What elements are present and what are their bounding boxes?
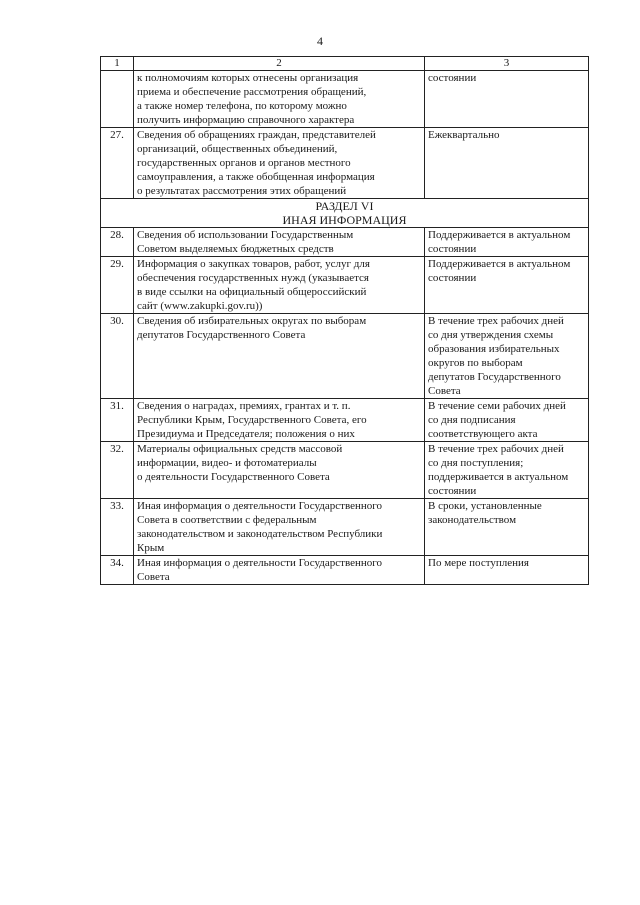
period-line: состоянии bbox=[428, 72, 477, 84]
row-number: 33. bbox=[101, 499, 134, 556]
period-line: В течение трех рабочих дней bbox=[428, 443, 564, 455]
description-line: Информация о закупках товаров, работ, услуг для bbox=[137, 258, 370, 270]
row-period bbox=[425, 128, 589, 199]
period-line: состоянии bbox=[428, 485, 477, 497]
description-line: Сведения о наградах, премиях, грантах и т. п. bbox=[137, 400, 351, 412]
row-description bbox=[134, 228, 425, 257]
description-line: организаций, общественных объединений, bbox=[137, 143, 338, 155]
description-line: а также номер телефона, по которому можно bbox=[137, 100, 347, 112]
description-line: Сведения об избирательных округах по выборам bbox=[137, 315, 367, 327]
row-description bbox=[134, 556, 425, 585]
section-subtitle: ИНАЯ ИНФОРМАЦИЯ bbox=[282, 213, 407, 227]
period-line: округов по выборам bbox=[428, 357, 523, 369]
description-line: Президиума и Председателя; положения о них bbox=[137, 428, 355, 440]
row-description bbox=[134, 314, 425, 399]
period-line: Поддерживается в актуальном bbox=[428, 258, 571, 270]
column-header-row bbox=[101, 57, 589, 71]
column-header-1: 1 bbox=[101, 57, 134, 71]
period-line: В течение трех рабочих дней bbox=[428, 315, 564, 327]
section-heading-row bbox=[101, 199, 589, 228]
description-line: законодательством и законодательством Республики bbox=[137, 528, 383, 540]
description-line: депутатов Государственного Совета bbox=[137, 329, 306, 341]
description-line: Иная информация о деятельности Государственного bbox=[137, 500, 382, 512]
period-line: законодательством bbox=[428, 514, 517, 526]
description-line: о результатах рассмотрения этих обращений bbox=[137, 185, 347, 197]
period-line: состоянии bbox=[428, 243, 477, 255]
row-number: 27. bbox=[101, 128, 134, 199]
description-line: о деятельности Государственного Совета bbox=[137, 471, 330, 483]
period-line: В сроки, установленные bbox=[428, 500, 542, 512]
row-description bbox=[134, 499, 425, 556]
table-row bbox=[101, 128, 589, 199]
row-number: 34. bbox=[101, 556, 134, 585]
description-line: Совета в соответствии с федеральным bbox=[137, 514, 317, 526]
period-line: Совета bbox=[428, 385, 461, 397]
description-line: получить информацию справочного характера bbox=[137, 114, 355, 126]
row-period bbox=[425, 257, 589, 314]
row-number: 28. bbox=[101, 228, 134, 257]
period-line: Поддерживается в актуальном bbox=[428, 229, 571, 241]
row-number: 31. bbox=[101, 399, 134, 442]
row-number bbox=[101, 71, 134, 128]
description-line: приема и обеспечение рассмотрения обращений, bbox=[137, 86, 367, 98]
period-line: В течение семи рабочих дней bbox=[428, 400, 566, 412]
row-number: 30. bbox=[101, 314, 134, 399]
row-description bbox=[134, 71, 425, 128]
period-line: состоянии bbox=[428, 272, 477, 284]
table-row bbox=[101, 399, 589, 442]
row-period bbox=[425, 442, 589, 499]
description-line: в виде ссылки на официальный общероссийский bbox=[137, 286, 367, 298]
row-description bbox=[134, 128, 425, 199]
row-description bbox=[134, 257, 425, 314]
column-header-3: 3 bbox=[425, 57, 589, 71]
description-line: обеспечения государственных нужд (указывается bbox=[137, 272, 369, 284]
column-header-2: 2 bbox=[134, 57, 425, 71]
table-row bbox=[101, 71, 589, 128]
description-line: Сведения об использовании Государственным bbox=[137, 229, 354, 241]
description-line: государственных органов и органов местного bbox=[137, 157, 351, 169]
period-line: соответствующего акта bbox=[428, 428, 538, 440]
row-description bbox=[134, 442, 425, 499]
row-number: 32. bbox=[101, 442, 134, 499]
period-line: со дня утверждения схемы bbox=[428, 329, 554, 341]
table-row bbox=[101, 499, 589, 556]
row-period bbox=[425, 314, 589, 399]
description-line: Иная информация о деятельности Государственного bbox=[137, 557, 382, 569]
row-number: 29. bbox=[101, 257, 134, 314]
period-line: депутатов Государственного bbox=[428, 371, 561, 383]
description-line: Республики Крым, Государственного Совета, его bbox=[137, 414, 367, 426]
row-description bbox=[134, 399, 425, 442]
information-table bbox=[100, 56, 589, 585]
table-row bbox=[101, 257, 589, 314]
description-line: Сведения об обращениях граждан, представителей bbox=[137, 129, 376, 141]
period-line: образования избирательных bbox=[428, 343, 560, 355]
row-period bbox=[425, 71, 589, 128]
description-line: самоуправления, а также обобщенная информация bbox=[137, 171, 375, 183]
description-line: Материалы официальных средств массовой bbox=[137, 443, 343, 455]
period-line: со дня подписания bbox=[428, 414, 516, 426]
row-period bbox=[425, 399, 589, 442]
table-row bbox=[101, 556, 589, 585]
description-line: информации, видео- и фотоматериалы bbox=[137, 457, 317, 469]
period-line: Ежеквартально bbox=[428, 129, 500, 141]
section-heading bbox=[101, 199, 589, 228]
page-number: 4 bbox=[317, 34, 323, 48]
description-line: к полномочиям которых отнесены организация bbox=[137, 72, 359, 84]
row-period bbox=[425, 556, 589, 585]
description-line: Совета bbox=[137, 571, 170, 583]
table-row bbox=[101, 228, 589, 257]
section-title: РАЗДЕЛ VI bbox=[315, 199, 374, 213]
period-line: По мере поступления bbox=[428, 557, 529, 569]
description-line: Крым bbox=[137, 542, 165, 554]
table-row bbox=[101, 314, 589, 399]
row-period bbox=[425, 499, 589, 556]
description-line: сайт (www.zakupki.gov.ru)) bbox=[137, 300, 263, 312]
period-line: со дня поступления; bbox=[428, 457, 524, 469]
table-row bbox=[101, 442, 589, 499]
period-line: поддерживается в актуальном bbox=[428, 471, 569, 483]
row-period bbox=[425, 228, 589, 257]
description-line: Советом выделяемых бюджетных средств bbox=[137, 243, 334, 255]
